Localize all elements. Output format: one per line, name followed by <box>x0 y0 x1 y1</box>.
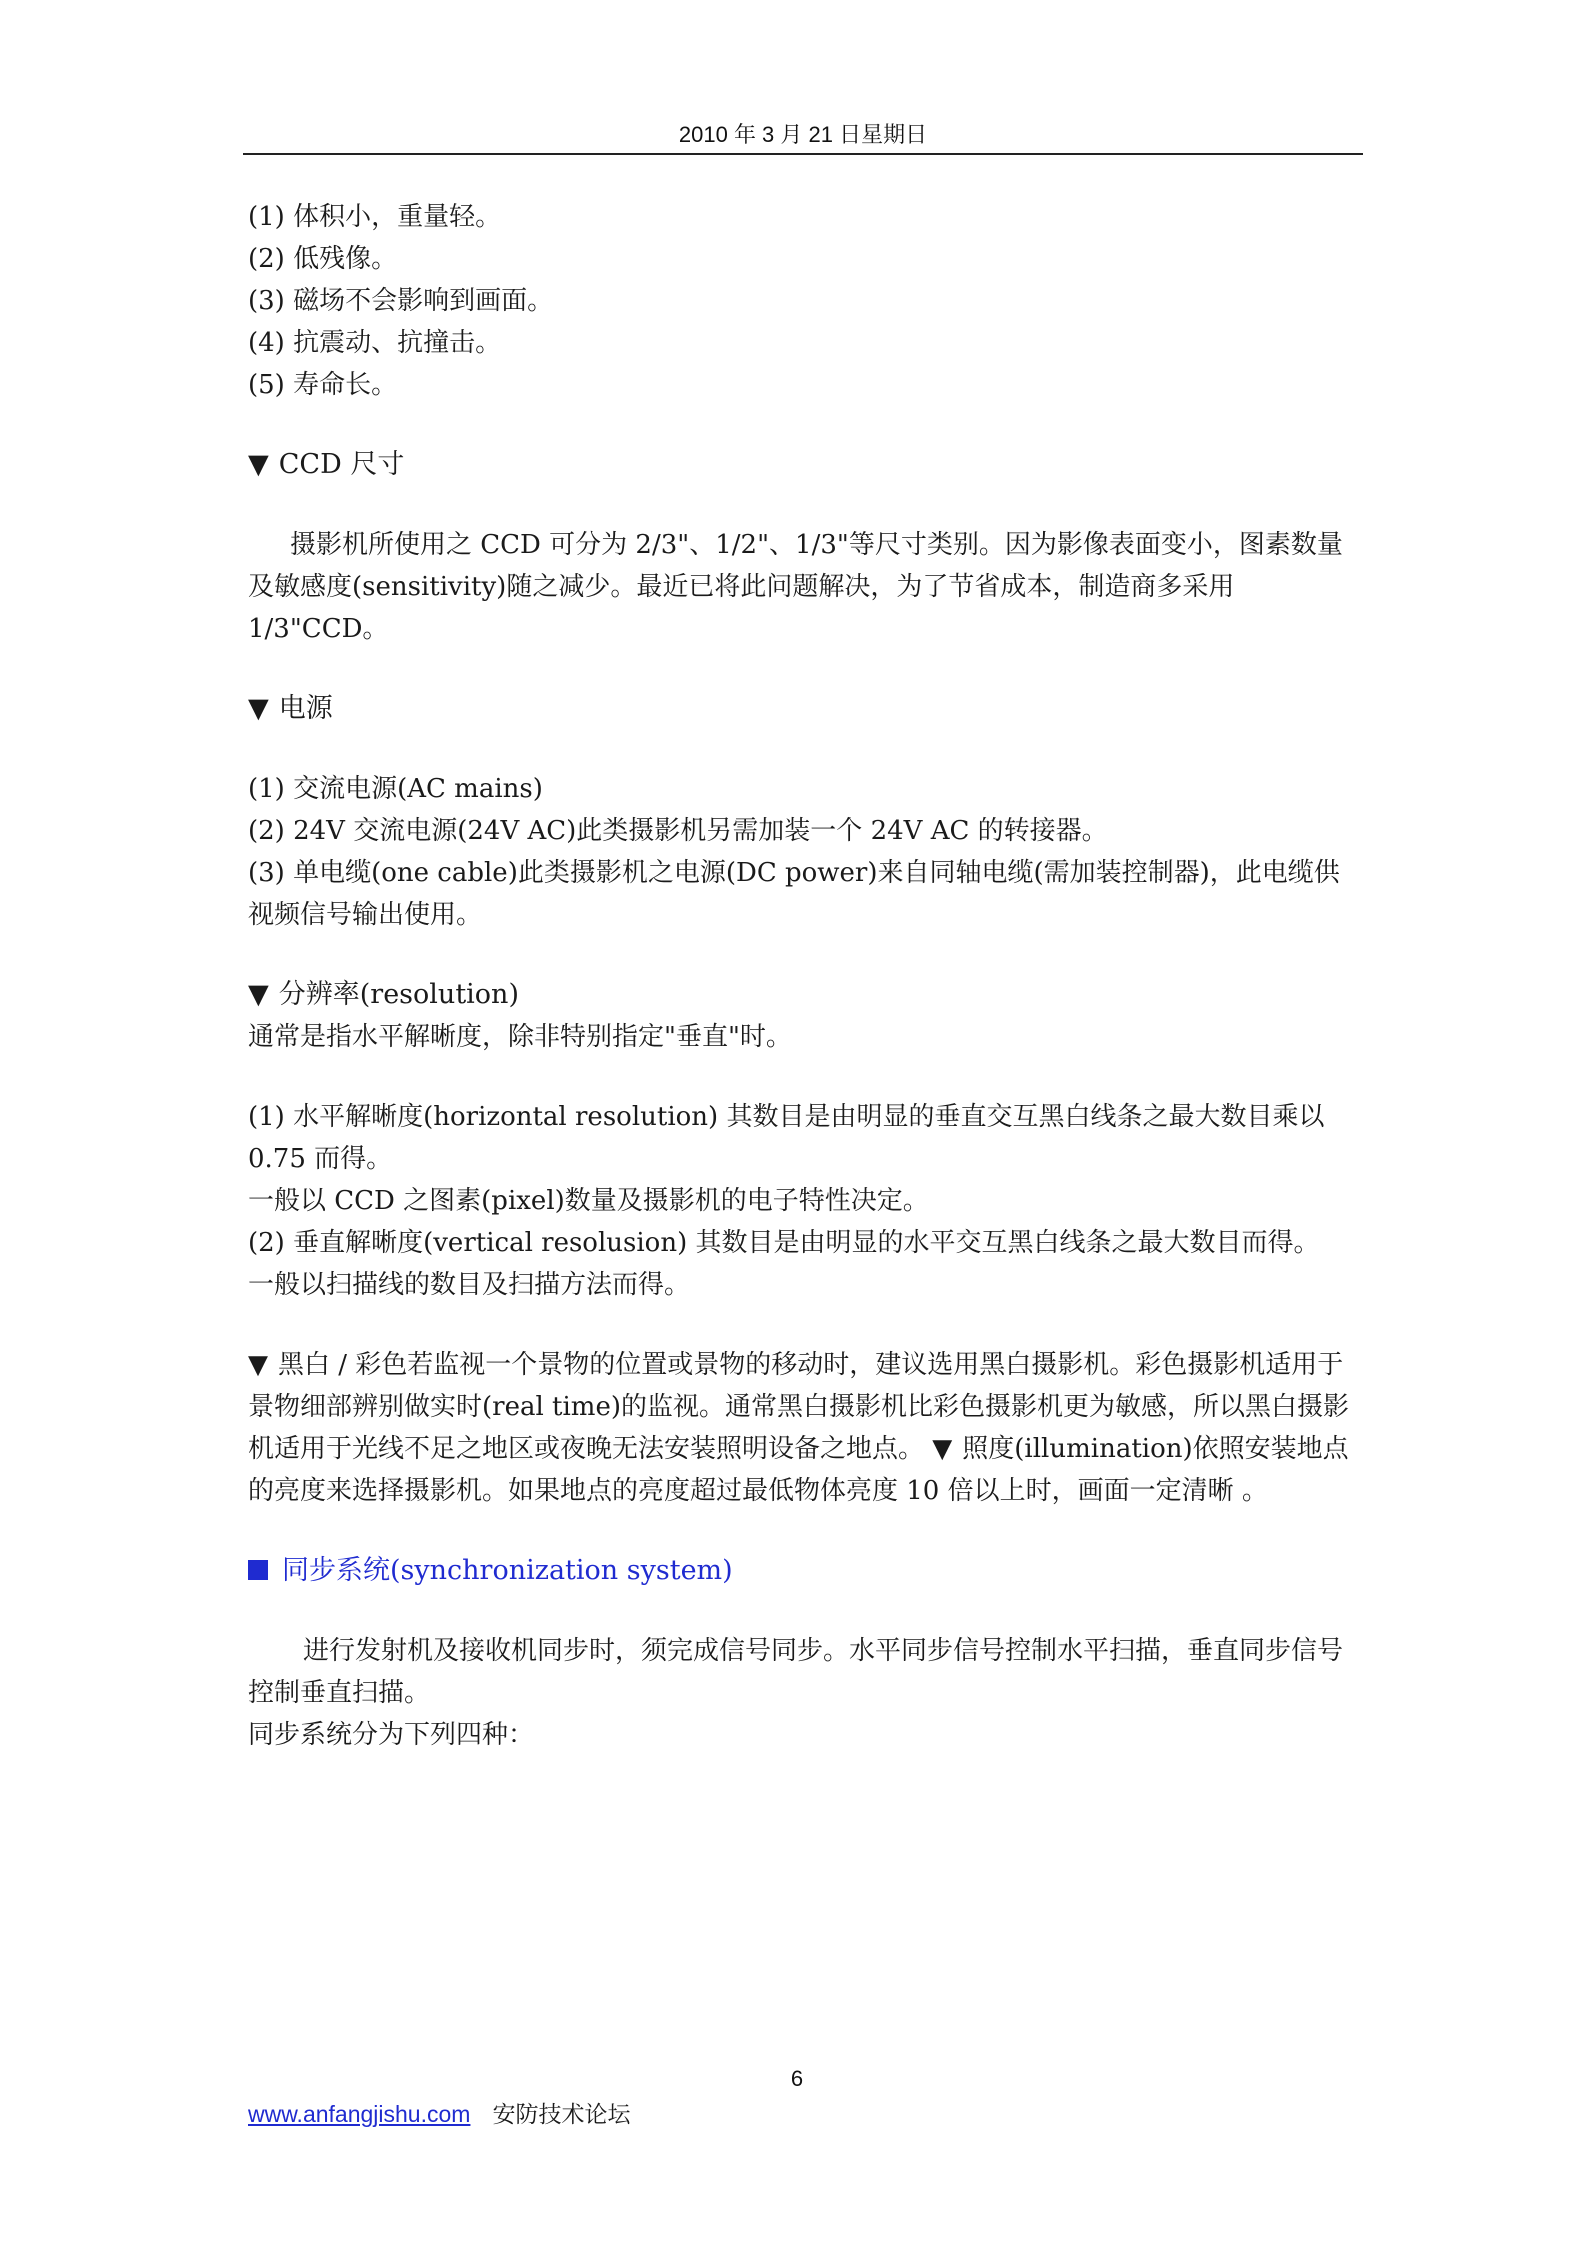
sync-list-intro: 同步系统分为下列四种： <box>248 1720 535 1750</box>
power-item: (2) 24V 交流电源(24V AC)此类摄影机另需加装一个 24V AC 的转接器。 <box>248 816 1108 846</box>
resolution-intro: 通常是指水平解晰度，除非特别指定"垂直"时。 <box>248 1022 792 1052</box>
resolution-heading <box>248 974 1358 1016</box>
spacer <box>248 486 1358 524</box>
feature-item: (1) 体积小，重量轻。 <box>248 202 502 232</box>
spacer <box>248 1512 1358 1550</box>
sync-heading <box>248 1550 1358 1592</box>
header-divider <box>243 153 1363 155</box>
feature-item: (2) 低残像。 <box>248 244 398 274</box>
spacer <box>248 1058 1358 1096</box>
page-header-date: 2010 年 3 月 21 日星期日 <box>678 122 928 147</box>
spacer <box>248 1306 1358 1344</box>
feature-item: (3) 磁场不会影响到画面。 <box>248 286 554 316</box>
power-title: 电源 <box>278 693 333 724</box>
illumination-text: 照度(illumination)依照安装地点的亮度来选择摄影机。如果地点的亮度超过最低物体亮度 10 倍以上时，画面一定清晰 。 <box>248 1434 1349 1506</box>
triangle-icon: ▼ <box>248 1350 268 1380</box>
power-item: (1) 交流电源(AC mains) <box>248 774 543 804</box>
resolution-line: (2) 垂直解晰度(vertical resolusion) 其数目是由明显的水平交互黑白线条之最大数目而得。 <box>248 1228 1320 1258</box>
square-bullet-icon <box>248 1560 268 1580</box>
ccd-size-heading <box>248 444 1358 486</box>
page-footer <box>248 2096 630 2129</box>
triangle-icon: ▼ <box>248 979 269 1010</box>
triangle-icon: ▼ <box>248 693 269 724</box>
spacer <box>248 730 1358 768</box>
triangle-icon: ▼ <box>932 1434 953 1464</box>
page-number: 6 <box>790 2066 804 2091</box>
spacer <box>248 1592 1358 1630</box>
resolution-line: 一般以 CCD 之图素(pixel)数量及摄影机的电子特性决定。 <box>248 1186 929 1216</box>
resolution-line: 一般以扫描线的数目及扫描方法而得。 <box>248 1270 691 1300</box>
resolution-line: (1) 水平解晰度(horizontal resolution) 其数目是由明显的垂直交互黑白线条之最大数目乘以 0.75 而得。 <box>248 1102 1325 1174</box>
power-heading <box>248 688 1358 730</box>
spacer <box>248 650 1358 688</box>
footer-forum-name: 安防技术论坛 <box>492 2102 631 2128</box>
sync-title: 同步系统(synchronization system) <box>282 1555 733 1586</box>
feature-item: (5) 寿命长。 <box>248 370 398 400</box>
power-item: (3) 单电缆(one cable)此类摄影机之电源(DC power)来自同轴电缆(需加装控制器)，此电缆供视频信号输出使用。 <box>248 858 1340 930</box>
spacer <box>248 936 1358 974</box>
ccd-size-paragraph: 摄影机所使用之 CCD 可分为 2/3"、1/2"、1/3"等尺寸类别。因为影像表面变小，图素数量及敏感度(sensitivity)随之减少。最近已将此问题解决，为了节省成本，制造商多采用 1/3"CCD。 <box>248 530 1343 644</box>
ccd-size-title: CCD 尺寸 <box>278 449 405 480</box>
sync-paragraph: 进行发射机及接收机同步时，须完成信号同步。水平同步信号控制水平扫描，垂直同步信号控制垂直扫描。 <box>248 1636 1344 1708</box>
resolution-title: 分辨率(resolution) <box>278 979 519 1010</box>
spacer <box>248 406 1358 444</box>
triangle-icon: ▼ <box>248 449 269 480</box>
footer-website-link[interactable]: www.anfangjishu.com <box>248 2101 471 2127</box>
mono-color-text: 黑白 / 彩色若监视一个景物的位置或景物的移动时，建议选用黑白摄影机。彩色摄影机适用于景物细部辨别做实时(real time)的监视。通常黑白摄影机比彩色摄影机更为敏感，所以黑白摄影机适用于光线不足之地区或夜晚无法安装照明设备之地点。 <box>248 1350 1349 1464</box>
document-body <box>248 196 1358 1756</box>
feature-item: (4) 抗震动、抗撞击。 <box>248 328 502 358</box>
mono-color-paragraph <box>248 1344 1358 1512</box>
